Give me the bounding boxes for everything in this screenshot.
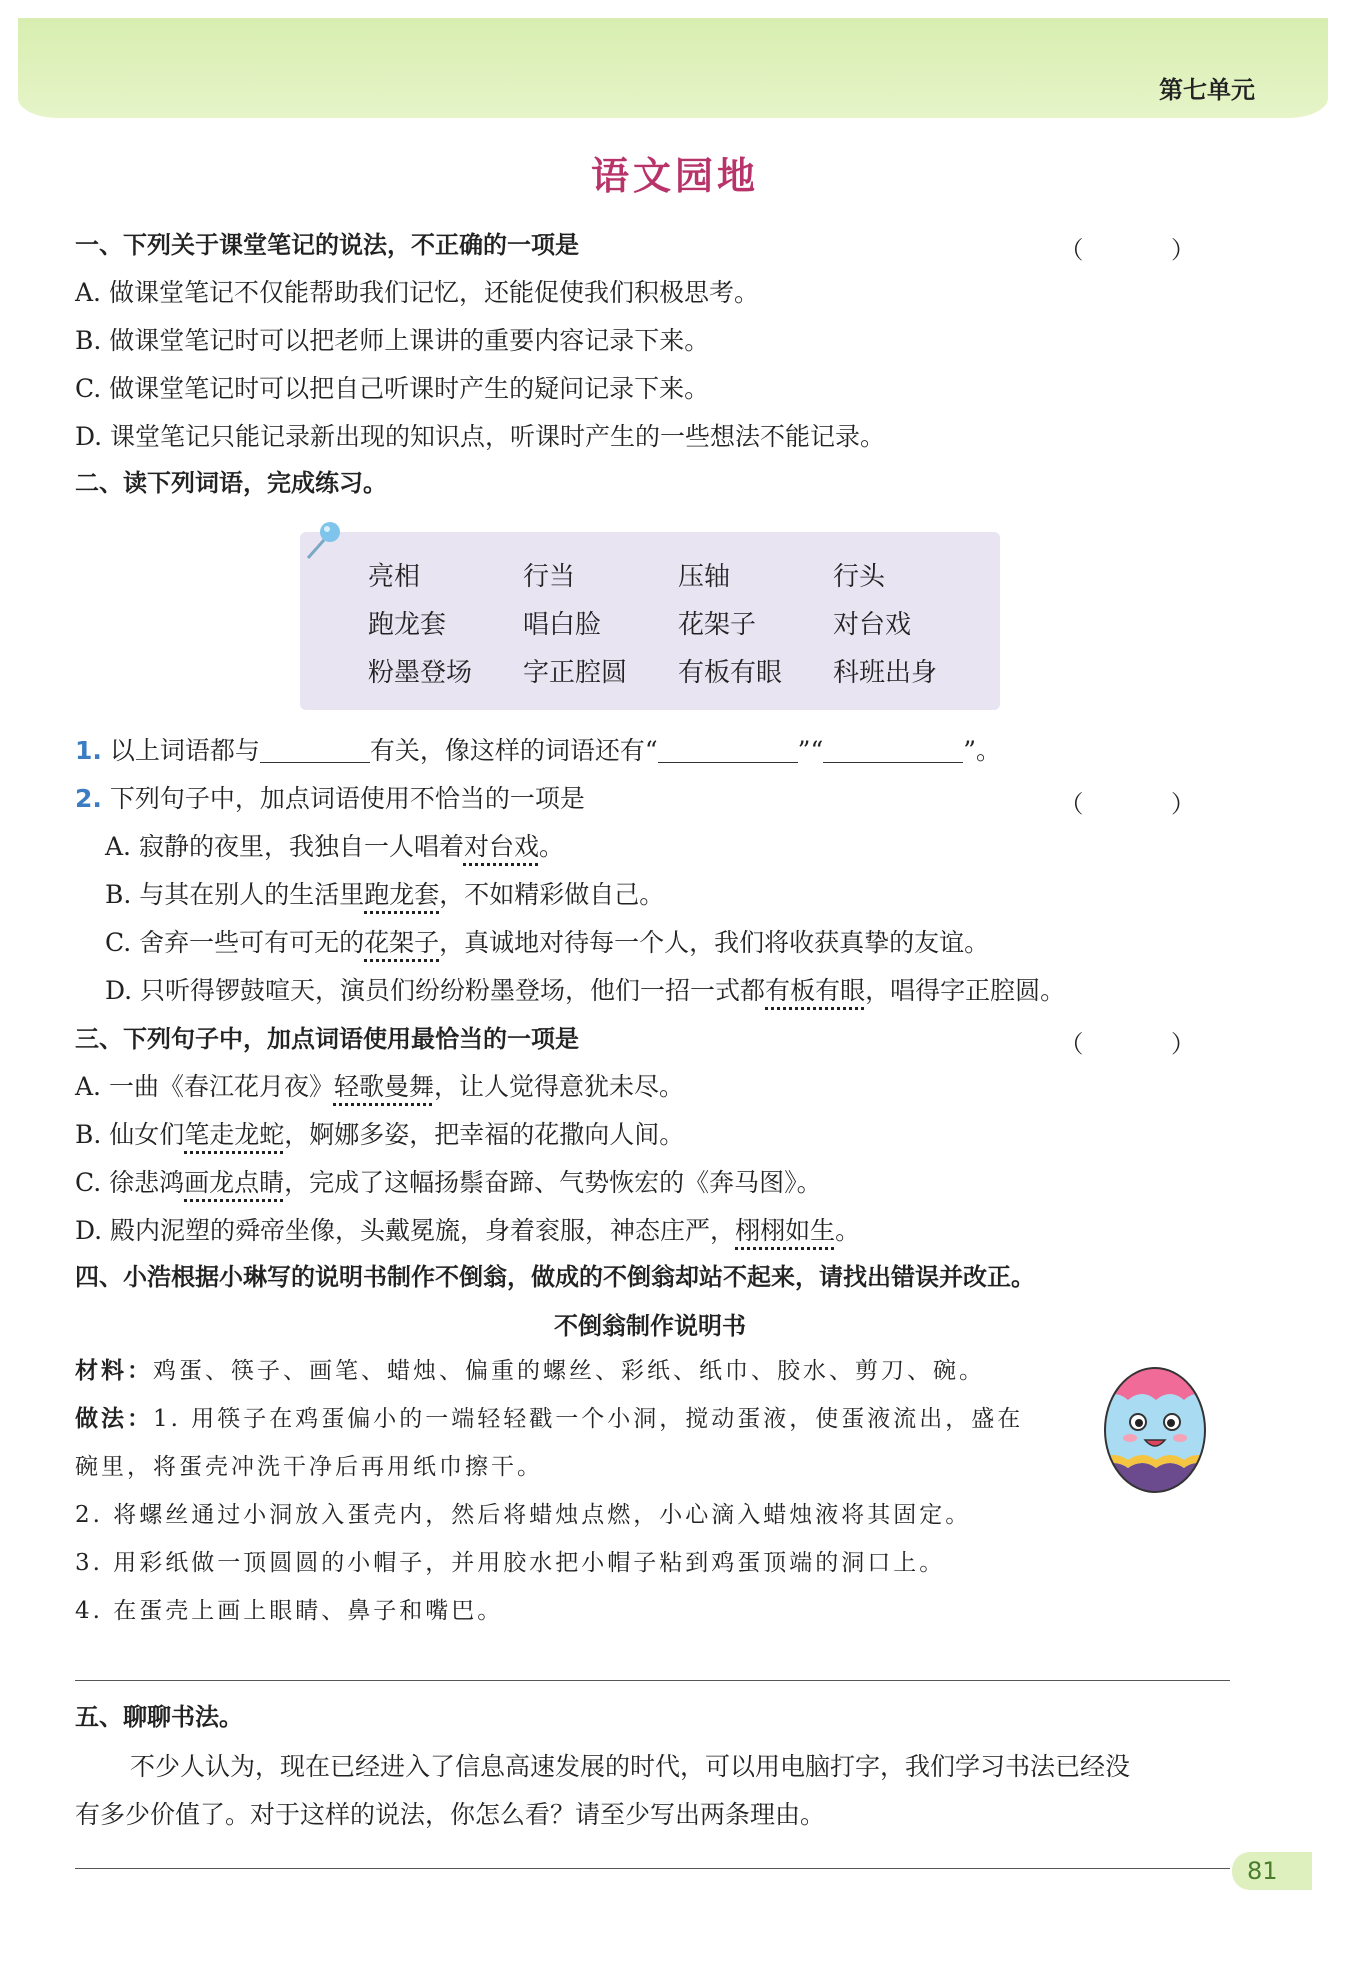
word: 跑龙套 <box>368 610 447 640</box>
answer-line[interactable] <box>75 1868 1230 1869</box>
dotted-word: 栩栩如生 <box>735 1216 836 1245</box>
q3-option-c: C. 徐悲鸿画龙点睛，完成了这幅扬鬃奋蹄、气势恢宏的《奔马图》。 <box>75 1168 822 1197</box>
q1-answer-paren[interactable]: （ ） <box>1059 236 1235 264</box>
header-band <box>18 18 1328 118</box>
q2-answer-paren[interactable]: （ ） <box>1059 790 1235 818</box>
pushpin-icon <box>300 518 346 564</box>
q2-sub2-number: 2. <box>75 784 102 813</box>
q1-option-b: B. 做课堂笔记时可以把老师上课讲的重要内容记录下来。 <box>75 326 710 355</box>
word: 有板有眼 <box>678 658 783 688</box>
word: 字正腔圆 <box>523 658 628 688</box>
page-title: 语文园地 <box>590 154 759 198</box>
word: 唱白脸 <box>523 610 602 640</box>
q2-option-d: D. 只听得锣鼓喧天，演员们纷纷粉墨登场，他们一招一式都有板有眼，唱得字正腔圆。 <box>105 976 1066 1005</box>
q3-answer-paren[interactable]: （ ） <box>1059 1030 1235 1058</box>
q1-option-c: C. 做课堂笔记时可以把自己听课时产生的疑问记录下来。 <box>75 374 710 403</box>
method-line-1: 做法：1. 用筷子在鸡蛋偏小的一端轻轻戳一个小洞，搅动蛋液，使蛋液流出，盛在 <box>75 1406 1024 1432</box>
method-step-4: 4. 在蛋壳上画上眼睛、鼻子和嘴巴。 <box>75 1598 504 1624</box>
word: 压轴 <box>678 562 731 592</box>
q2-sub1-text-c: ”“ <box>797 736 824 765</box>
answer-blank-1[interactable] <box>260 738 370 763</box>
q3-option-b: B. 仙女们笔走龙蛇，婀娜多姿，把幸福的花撒向人间。 <box>75 1120 685 1149</box>
instruction-title: 不倒翁制作说明书 <box>554 1312 746 1340</box>
dotted-word: 笔走龙蛇 <box>184 1120 285 1149</box>
q1-option-d: D. 课堂笔记只能记录新出现的知识点，听课时产生的一些想法不能记录。 <box>75 422 886 451</box>
q2-sub2 <box>75 782 585 816</box>
method-label: 做法： <box>75 1406 153 1432</box>
word: 科班出身 <box>833 658 938 688</box>
q2-option-a: A. 寂静的夜里，我独自一人唱着对台戏。 <box>105 832 564 861</box>
dotted-word: 轻歌曼舞 <box>333 1072 434 1101</box>
dotted-word: 有板有眼 <box>765 976 866 1005</box>
q2-sub1-number: 1. <box>75 736 102 765</box>
method-step-3: 3. 用彩纸做一顶圆圆的小帽子，并用胶水把小帽子粘到鸡蛋顶端的洞口上。 <box>75 1550 946 1576</box>
dotted-word: 画龙点睛 <box>184 1168 285 1197</box>
materials-line: 材料：鸡蛋、筷子、画笔、蜡烛、偏重的螺丝、彩纸、纸巾、胶水、剪刀、碗。 <box>75 1358 985 1384</box>
q2-sub2-text: 下列句子中，加点词语使用不恰当的一项是 <box>109 784 585 813</box>
word: 对台戏 <box>833 610 912 640</box>
q2-option-b: B. 与其在别人的生活里跑龙套，不如精彩做自己。 <box>105 880 665 909</box>
q2-sub1 <box>75 734 1001 768</box>
unit-label: 第七单元 <box>1159 76 1255 104</box>
q1-heading: 一、下列关于课堂笔记的说法，不正确的一项是 <box>75 231 579 259</box>
q2-sub1-text-d: ”。 <box>963 736 1002 765</box>
word: 行头 <box>833 562 886 592</box>
q1-option-a: A. 做课堂笔记不仅能帮助我们记忆，还能促使我们积极思考。 <box>75 278 759 307</box>
method-line-1b: 碗里，将蛋壳冲洗干净后再用纸巾擦干。 <box>75 1454 543 1480</box>
q2-option-c: C. 舍弃一些可有可无的花架子，真诚地对待每一个人，我们将收获真挚的友谊。 <box>105 928 990 957</box>
page-number: 81 <box>1232 1852 1312 1890</box>
tumbler-egg-illustration <box>1100 1360 1210 1495</box>
q3-option-d: D. 殿内泥塑的舜帝坐像，头戴冕旒，身着衮服，神态庄严，栩栩如生。 <box>75 1216 861 1245</box>
q5-paragraph-2: 有多少价值了。对于这样的说法，你怎么看？请至少写出两条理由。 <box>75 1800 826 1829</box>
q2-sub1-text-a: 以上词语都与 <box>109 736 260 765</box>
q2-sub1-text-b: 有关，像这样的词语还有“ <box>369 736 658 765</box>
word: 花架子 <box>678 610 757 640</box>
q3-option-a: A. 一曲《春江花月夜》轻歌曼舞，让人觉得意犹未尽。 <box>75 1072 684 1101</box>
q5-paragraph-1: 不少人认为，现在已经进入了信息高速发展的时代，可以用电脑打字，我们学习书法已经没 <box>130 1752 1131 1781</box>
q4-heading: 四、小浩根据小琳写的说明书制作不倒翁，做成的不倒翁却站不起来，请找出错误并改正。 <box>75 1263 1035 1291</box>
answer-blank-2[interactable] <box>658 738 798 763</box>
q3-heading: 三、下列句子中，加点词语使用最恰当的一项是 <box>75 1025 579 1053</box>
dotted-word: 花架子 <box>364 928 440 957</box>
method-step-2: 2. 将螺丝通过小洞放入蛋壳内，然后将蜡烛点燃，小心滴入蜡烛液将其固定。 <box>75 1502 972 1528</box>
q2-heading: 二、读下列词语，完成练习。 <box>75 469 387 497</box>
dotted-word: 跑龙套 <box>364 880 440 909</box>
dotted-word: 对台戏 <box>463 832 539 861</box>
word: 行当 <box>523 562 576 592</box>
answer-blank-3[interactable] <box>823 738 963 763</box>
word: 亮相 <box>368 562 421 592</box>
q5-heading: 五、聊聊书法。 <box>75 1703 243 1731</box>
materials-label: 材料： <box>75 1358 153 1384</box>
answer-line[interactable] <box>75 1680 1230 1681</box>
word: 粉墨登场 <box>368 658 473 688</box>
